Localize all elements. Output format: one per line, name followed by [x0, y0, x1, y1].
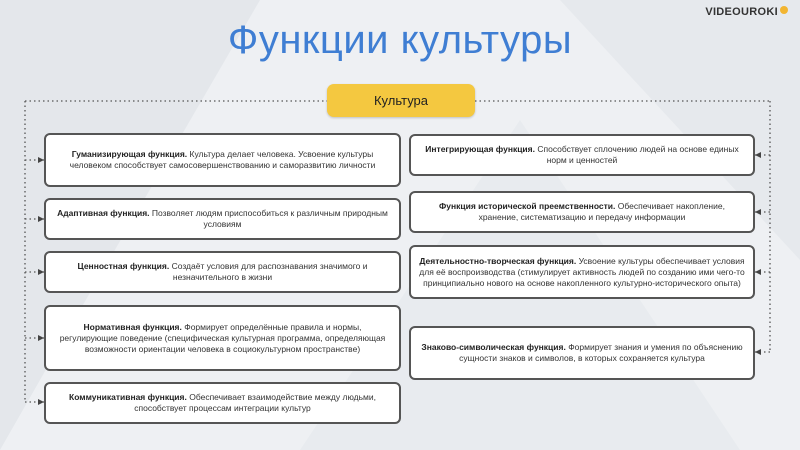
function-name: Нормативная функция.	[83, 321, 182, 332]
function-description: Позволяет людям приспособиться к различным природным условиям	[149, 208, 388, 229]
box-creative-activity-function	[409, 245, 755, 299]
box-text	[54, 208, 391, 230]
function-description: Формирует определённые правила и нормы, регулирующие поведение (специфическая культурная программа, определяющая возможности ориентации человека в социокультурном пространстве)	[59, 321, 386, 354]
function-name: Ценностная функция.	[77, 261, 170, 271]
box-communicative-function	[44, 382, 401, 424]
box-value-function	[44, 251, 401, 293]
box-adaptive-function	[44, 198, 401, 240]
box-humanizing-function	[44, 133, 401, 187]
box-text	[54, 261, 391, 283]
function-description: Культура делает человека. Усвоение культуры человеком способствует самосовершенствованию и саморазвитию личности	[69, 149, 376, 170]
box-text	[54, 322, 391, 355]
videouroki-logo: VIDEOUROKI	[705, 6, 788, 18]
function-description: Создаёт условия для распознавания значимого и незначительного в жизни	[169, 261, 368, 282]
central-node-culture: Культура	[327, 84, 475, 117]
function-name: Функция исторической преемственности.	[439, 201, 616, 211]
box-text	[54, 392, 391, 414]
box-normative-function	[44, 305, 401, 371]
function-description: Обеспечивает взаимодействие между людьми, способствует процессам интеграции культур	[134, 392, 376, 413]
function-name: Коммуникативная функция.	[69, 392, 187, 402]
function-description: Обеспечивает накопление, хранение, систематизацию и передачу информации	[478, 201, 725, 222]
function-description: Способствует сплочению людей на основе единых норм и ценностей	[534, 144, 739, 165]
box-historical-continuity-function	[409, 191, 755, 233]
box-text	[419, 201, 745, 223]
box-sign-symbolic-function	[409, 326, 755, 380]
box-integrating-function	[409, 134, 755, 176]
function-name: Деятельностно-творческая функция.	[419, 255, 577, 266]
page-title: Функции культуры	[227, 18, 573, 62]
box-text	[419, 342, 745, 364]
function-name: Знаково-символическая функция.	[421, 342, 566, 352]
function-description: Усвоение культуры обеспечивает условия для её воспроизводства (стимулирует активность людей по созданию ими чего-то принципиально нового на основе накопленного культурно-исторического опыта)	[419, 255, 745, 288]
function-description: Формирует знания и умения по объяснению сущности знаков и символов, в которых сохраняется культура	[459, 342, 743, 363]
box-text	[419, 256, 745, 289]
box-text	[419, 144, 745, 166]
function-name: Гуманизирующая функция.	[71, 149, 188, 159]
function-name: Адаптивная функция.	[57, 208, 150, 218]
function-name: Интегрирующая функция.	[425, 144, 535, 154]
box-text	[54, 149, 391, 171]
